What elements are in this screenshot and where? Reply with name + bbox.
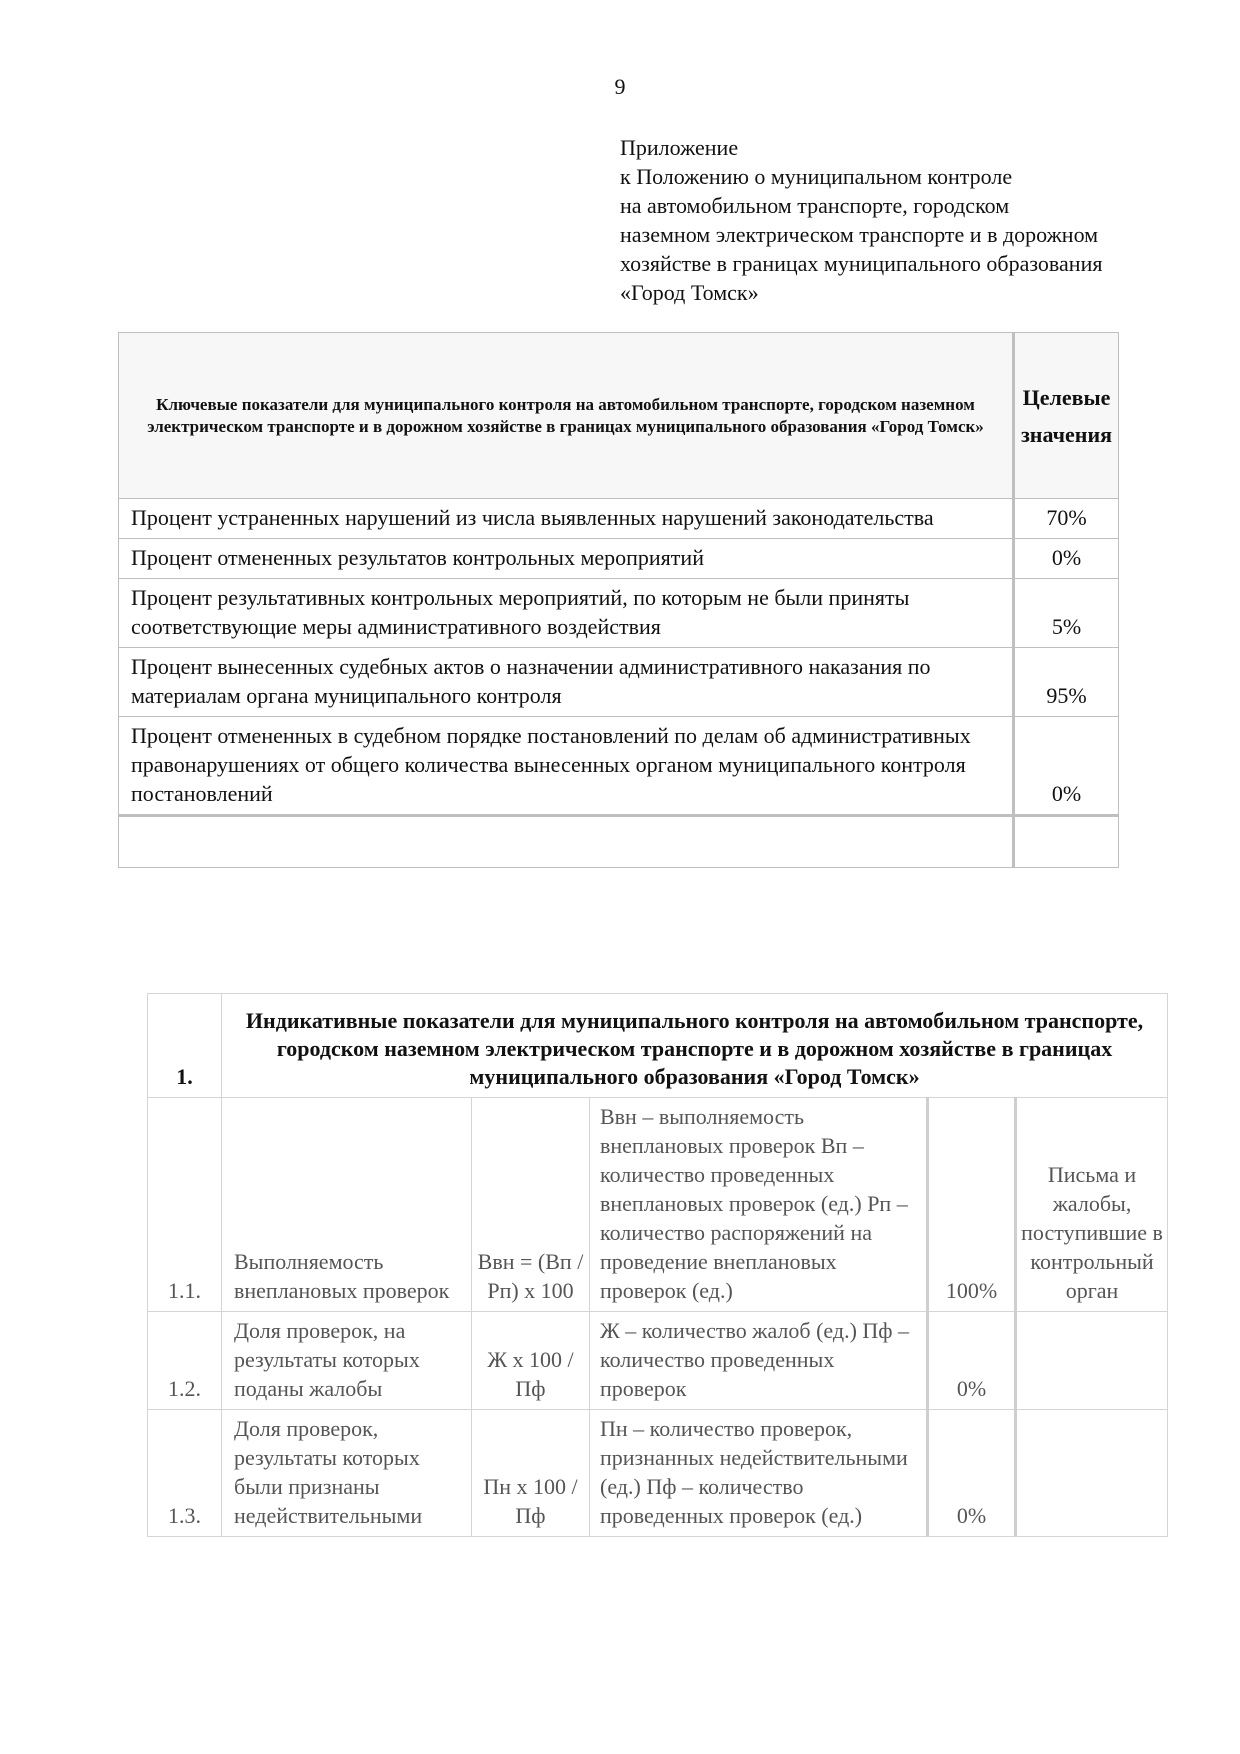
indicator-target-value: 0% (1014, 539, 1119, 579)
table-row (119, 499, 1119, 539)
table-row (148, 1098, 1168, 1312)
indicator-description: Процент вынесенных судебных актов о назначении административного наказания по материалам органа муниципального контроля (119, 648, 1014, 717)
indicative-header-title: Индикативные показатели для муниципального контроля на автомобильном транспорте, городском наземном электрическом транспорте и в дорожном хозяйстве в границах муниципального образования «Город Томск» (222, 994, 1168, 1098)
indicator-source (1016, 1312, 1168, 1410)
page-number: 9 (614, 74, 626, 99)
empty-row (119, 816, 1119, 868)
table-row (119, 579, 1119, 648)
table-row (119, 648, 1119, 717)
indicator-target-value: 70% (1014, 499, 1119, 539)
indicator-target-value: 5% (1014, 579, 1119, 648)
table-row (148, 1410, 1168, 1537)
key-table-header-target: Целевые значения (1014, 333, 1119, 499)
indicator-target: 0% (928, 1410, 1016, 1537)
key-table-header-row (119, 333, 1119, 499)
indicator-number: 1.2. (148, 1312, 222, 1410)
indicator-target: 0% (928, 1312, 1016, 1410)
appendix-line: к Положению о муниципальном контроле (620, 164, 1013, 189)
empty-cell (119, 816, 1014, 868)
indicator-target: 100% (928, 1098, 1016, 1312)
indicator-target-value: 0% (1014, 717, 1119, 816)
table-row (148, 1312, 1168, 1410)
appendix-line: «Город Томск» (620, 280, 759, 305)
appendix-line: наземном электрическом транспорте и в дорожном (620, 222, 1099, 247)
appendix-line: Приложение (620, 135, 739, 160)
indicator-description: Процент отмененных результатов контрольных мероприятий (119, 539, 1014, 579)
indicator-name: Выполняемость внеплановых проверок (222, 1098, 472, 1312)
indicator-formula: Пн x 100 / Пф (472, 1410, 590, 1537)
table-row (119, 539, 1119, 579)
indicator-target-value: 95% (1014, 648, 1119, 717)
indicative-indicators-table (147, 993, 1168, 1537)
appendix-line: хозяйстве в границах муниципального образования (620, 251, 1103, 276)
appendix-line: на автомобильном транспорте, городском (620, 193, 1010, 218)
appendix-block (620, 133, 1220, 307)
indicator-number: 1.3. (148, 1410, 222, 1537)
indicator-legend: Ввн – выполняемость внеплановых проверок Вп – количество проведенных внеплановых проверок (ед.) Рп – количество распоряжений на проведение внеплановых проверок (ед.) (590, 1098, 928, 1312)
indicative-table-header-row (148, 994, 1168, 1098)
table-row (119, 717, 1119, 816)
indicator-number: 1.1. (148, 1098, 222, 1312)
indicator-formula: Ввн = (Вп / Рп) x 100 (472, 1098, 590, 1312)
indicator-source (1016, 1410, 1168, 1537)
indicator-source: Письма и жалобы, поступившие в контрольный орган (1016, 1098, 1168, 1312)
indicator-legend: Ж – количество жалоб (ед.) Пф – количество проведенных проверок (590, 1312, 928, 1410)
indicative-header-number: 1. (148, 994, 222, 1098)
key-table-header-title: Ключевые показатели для муниципального контроля на автомобильном транспорте, городском наземном электрическом транспорте и в дорожном хозяйстве в границах муниципального образования «Город Томск» (119, 333, 1014, 499)
indicator-legend: Пн – количество проверок, признанных недействительными (ед.) Пф – количество проведенных проверок (ед.) (590, 1410, 928, 1537)
empty-cell (1014, 816, 1119, 868)
key-indicators-table (118, 332, 1119, 868)
indicator-description: Процент результативных контрольных мероприятий, по которым не были приняты соответствующие меры административного воздействия (119, 579, 1014, 648)
indicator-formula: Ж x 100 / Пф (472, 1312, 590, 1410)
indicator-name: Доля проверок, на результаты которых поданы жалобы (222, 1312, 472, 1410)
indicator-name: Доля проверок, результаты которых были признаны недействительными (222, 1410, 472, 1537)
indicator-description: Процент отмененных в судебном порядке постановлений по делам об административных правонарушениях от общего количества вынесенных органом муниципального контроля постановлений (119, 717, 1014, 816)
indicator-description: Процент устраненных нарушений из числа выявленных нарушений законодательства (119, 499, 1014, 539)
